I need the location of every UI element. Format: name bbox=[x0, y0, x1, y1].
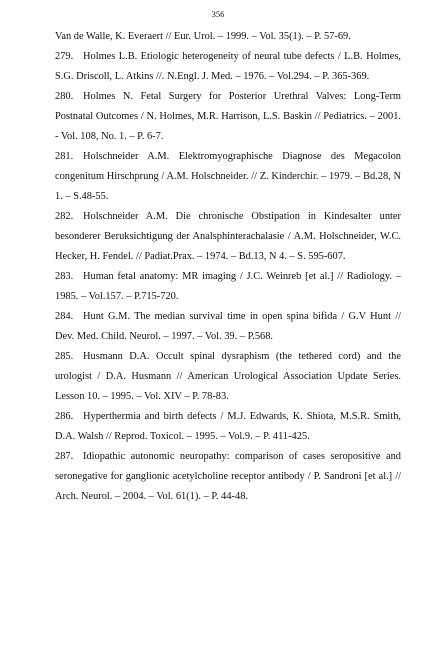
reference-continuation: Van de Walle, K. Everaert // Eur. Urol. – 1999. – Vol. 35(1). – P. 57-69. bbox=[55, 31, 351, 42]
reference-text: Holmes N. Fetal Surgery for Posterior Urethral Valves: Long-Term Postnatal Outcomes / N. Holmes, M.R. Harrison, L.S. Baskin // Pediatrics. – 2001. - Vol. 108, No. 1. – P. 6-7. bbox=[55, 91, 401, 142]
reference-number: 286. bbox=[55, 411, 74, 422]
reference-number: 281. bbox=[55, 151, 74, 162]
reference-text: Holmes L.B. Etiologic heterogeneity of neural tube defects / L.B. Holmes, S.G. Driscoll, L. Atkins //. N.Engl. J. Med. – 1976. – Vol.294. – P. 365-369. bbox=[55, 51, 401, 82]
reference-text: Holschneider A.M. Elektromyographische Diagnose des Megacolon congenitum Hirschprung / A.M. Holschneider. // Z. Kinderchir. – 1979. – Bd.28, N 1. – S.48-55. bbox=[55, 151, 401, 202]
reference-item bbox=[55, 207, 401, 267]
reference-text: Holschneider A.M. Die chronische Obstipation in Kindesalter unter besonderer Beruksichtigung der Analsphinterachalasie / A.M. Holschneider, W.C. Hecker, H. Fendel. // Padiat.Prax. – 1974. – Bd.13, N 4. – S. 595-607. bbox=[55, 211, 401, 262]
reference-number: 280. bbox=[55, 91, 74, 102]
reference-item bbox=[55, 267, 401, 307]
references-container bbox=[55, 47, 401, 507]
reference-text: Idiopathic autonomic neuropathy: comparison of cases seropositive and seronegative for ganglionic acetylcholine receptor antibody / P. Sandroni [et al.] // Arch. Neurol. – 2004. – Vol. 61(1). – P. 44-48. bbox=[55, 451, 401, 502]
reference-text: Hunt G.M. The median survival time in open spina bifida / G.V Hunt // Dev. Med. Child. Neurol. – 1997. – Vol. 39. – P.568. bbox=[55, 311, 401, 342]
reference-number: 282. bbox=[55, 211, 74, 222]
reference-list bbox=[55, 27, 401, 507]
reference-item bbox=[55, 407, 401, 447]
reference-text: Hyperthermia and birth defects / M.J. Edwards, K. Shiota, M.S.R. Smith, D.A. Walsh // Reprod. Toxicol. – 1995. – Vol.9. – P. 411-425. bbox=[55, 411, 401, 442]
reference-item bbox=[55, 147, 401, 207]
reference-number: 287. bbox=[55, 451, 74, 462]
page-number: 356 bbox=[211, 9, 225, 19]
reference-item bbox=[55, 347, 401, 407]
reference-item bbox=[55, 87, 401, 147]
reference-number: 283. bbox=[55, 271, 74, 282]
reference-text: Human fetal anatomy: MR imaging / J.C. Weinreb [et al.] // Radiology. – 1985. – Vol.157. – P.715-720. bbox=[55, 271, 401, 302]
reference-item bbox=[55, 47, 401, 87]
reference-item bbox=[55, 447, 401, 507]
reference-text: Husmann D.A. Occult spinal dysraphism (the tethered cord) and the urologist / D.A. Husmann // American Urological Association Update Series. Lesson 10. – 1995. – Vol. XIV – P. 78-83. bbox=[55, 351, 401, 402]
reference-number: 279. bbox=[55, 51, 74, 62]
reference-number: 285. bbox=[55, 351, 74, 362]
reference-number: 284. bbox=[55, 311, 74, 322]
reference-item bbox=[55, 307, 401, 347]
